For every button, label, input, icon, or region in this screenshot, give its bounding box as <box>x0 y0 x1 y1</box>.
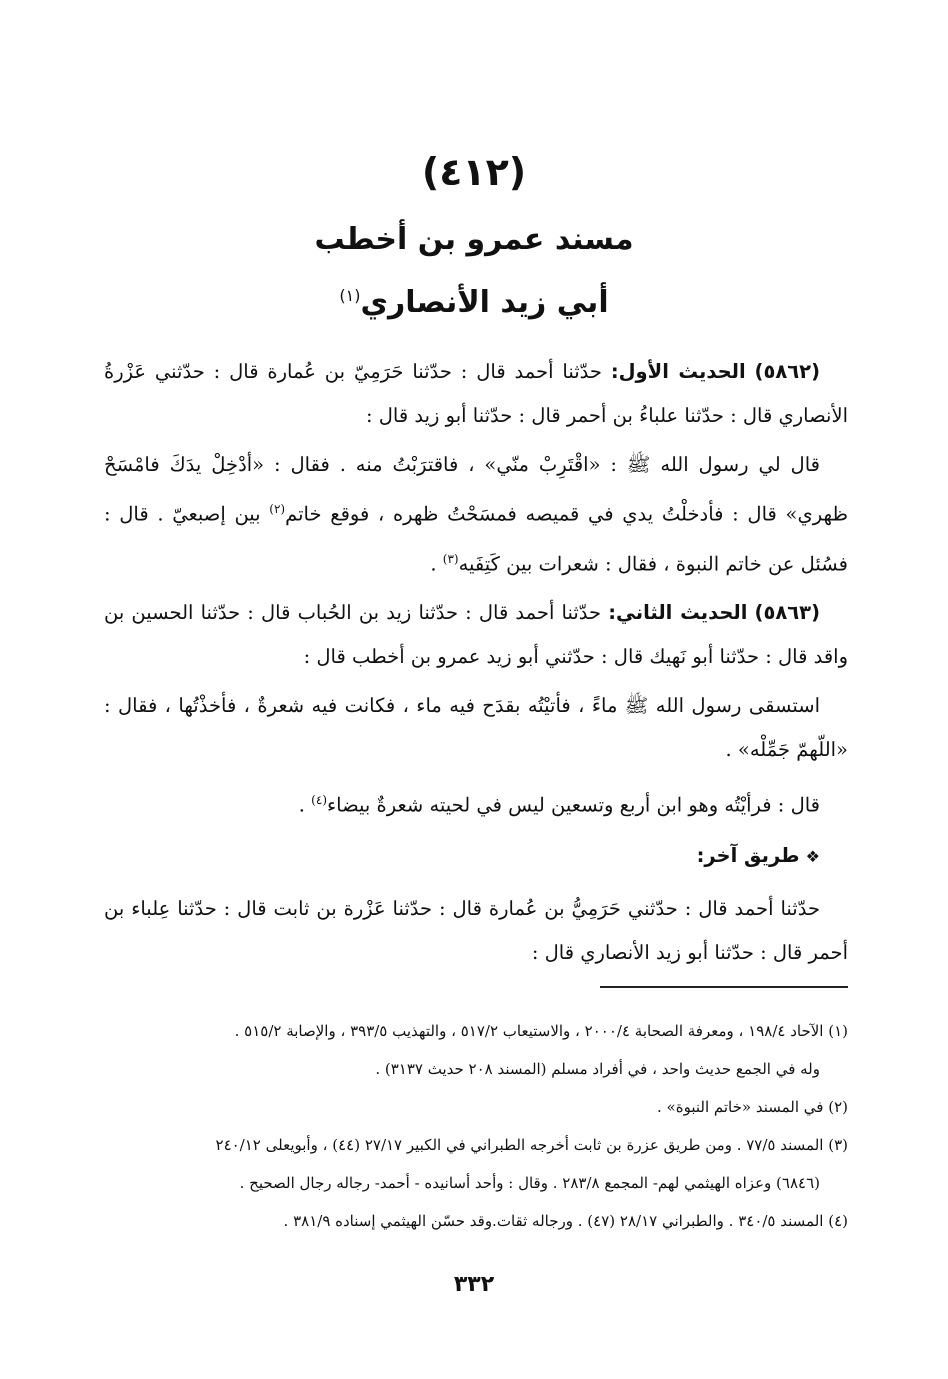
footnote-3: (٣) المسند ٧٧/٥ . ومن طريق عزرة بن ثابت أخرجه الطبراني في الكبير ٢٧/١٧ (٤٤) ، وأبويعلى ٢٤٠/١٢ <box>215 1136 848 1154</box>
hadith-1-label: الحديث الأول: <box>610 360 746 383</box>
hadith-2-isnad <box>104 591 848 679</box>
hadith-2-matn: استسقى رسول الله ﷺ ماءً ، فأتيْتُه بقدَح فيه ماء ، فكانت فيه شعرةٌ ، فأخذْتُها ، فقال : «اللّهمّ جَمِّلْه» . <box>104 694 848 761</box>
other-route-heading <box>104 834 848 879</box>
hadith-2-label: الحديث الثاني: <box>608 601 748 624</box>
hadith-2-note-end: . <box>298 793 312 817</box>
footnote-4: (٤) المسند ٣٤٠/٥ . والطبراني ٢٨/١٧ (٤٧) . ورجاله ثقات.وقد حسّن الهيثمي إسناده ٣٨١/٩ . <box>283 1212 848 1230</box>
hadith-2-isnad-text: حدّثنا أحمد قال : حدّثنا زيد بن الحُباب قال : حدّثنا الحسين بن واقد قال : حدّثنا أبو نَهيك قال : حدّثني أبو زيد عمرو بن أخطب قال : <box>104 601 848 668</box>
subtitle-text: أبي زيد الأنصاري <box>360 285 609 320</box>
footnotes <box>104 1012 848 1240</box>
musnad-title: مسند عمرو بن أخطب <box>314 222 634 257</box>
footnote-2: (٢) في المسند «خاتم النبوة» . <box>657 1098 848 1116</box>
footnote-3-cont: (٦٨٤٦) وعزاه الهيثمي لهم- المجمع ٢٨٣/٨ . وقال : وأحد أسانيده - أحمد- رجاله رجال الصحيح . <box>239 1174 820 1192</box>
hadith-1-isnad <box>104 350 848 438</box>
footnote-ref-3: (٣) <box>442 551 459 566</box>
footnote-ref-4: (٤) <box>311 793 327 807</box>
other-route-label: طريق آخر: <box>696 844 800 867</box>
hadith-2-note-text: قال : فرأيْتُه وهو ابن أربع وتسعين ليس في لحيته شعرةٌ بيضاء <box>327 793 820 817</box>
chapter-number: (٤١٢) <box>421 150 527 194</box>
hadith-2-note <box>104 778 848 828</box>
hadith-1-matn-b: بين إصبعيّ . قال : فسُئل عن خاتم النبوة ، فقال : شعرات بين كَتِفَيه <box>104 502 848 575</box>
other-route-text: حدّثنا أحمد قال : حدّثني حَرَمِيُّ بن عُمارة قال : حدّثنا عَزْرة بن ثابت قال : حدّثنا عِلباء بن أحمر قال : حدّثنا أبو زيد الأنصاري قال : <box>104 897 848 964</box>
hadith-1-matn <box>104 443 848 586</box>
musnad-subtitle <box>0 285 948 320</box>
hadith-2-number: (٥٨٦٣) <box>754 601 820 624</box>
footnote-1: (١) الآحاد ١٩٨/٤ ، ومعرفة الصحابة ٢٠٠٠/٤ ، والاستيعاب ٥١٧/٢ ، والتهذيب ٣٩٣/٥ ، والإصابة ٥١٥/٢ . <box>234 1022 848 1040</box>
footnote-ref-1: (١) <box>339 286 361 305</box>
footnote-ref-2: (٢) <box>269 502 286 516</box>
hadith-1-matn-c: . <box>430 552 443 575</box>
page-number: ٣٣٢ <box>453 1272 495 1297</box>
ornament-icon: ❖ <box>805 847 820 866</box>
hadith-1-matn-a: قال لي رسول الله ﷺ : «اقْتَرِبْ منّي» ، فاقترَبْتُ منه . فقال : «أدْخِلْ يدَكَ فامْسَحْ ظهري» قال : فأدخلْتُ يدي في قميصه فمسَحْتُ ظهره ، فوقع خاتم <box>104 453 848 526</box>
footnote-1-cont: وله في الجمع حديث واحد ، في أفراد مسلم (المسند ٢٠٨ حديث ٣١٣٧) . <box>375 1060 820 1078</box>
footnote-separator <box>600 986 848 988</box>
hadith-1-isnad-text: حدّثنا أحمد قال : حدّثنا حَرَمِيّ بن عُمارة قال : حدّثني عَزْرةُ الأنصاري قال : حدّثنا علباءُ بن أحمر قال : حدّثنا أبو زيد قال : <box>104 360 848 427</box>
hadith-1-number: (٥٨٦٢) <box>754 360 820 383</box>
